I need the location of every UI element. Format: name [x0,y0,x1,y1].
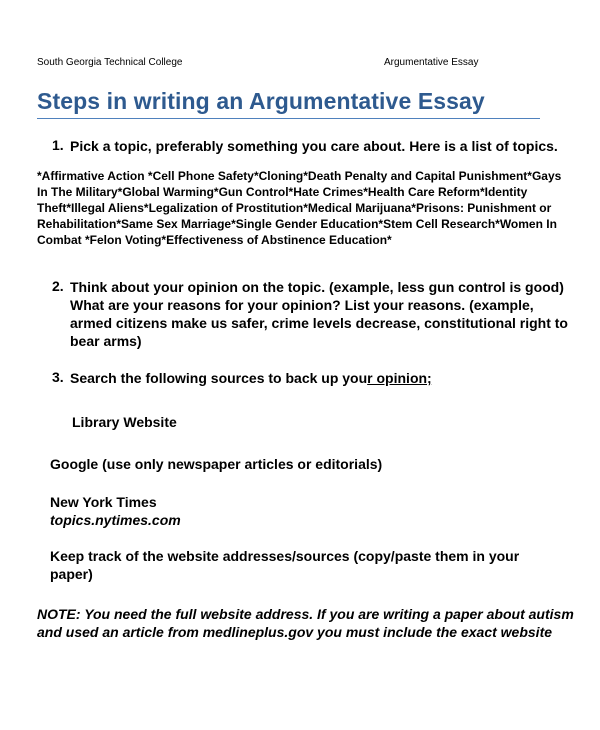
topics-line: *Affirmative Action *Cell Phone Safety*Cloning*Death Penalty and Capital Punishment*Gays [37,169,562,183]
keep-track-line: Keep track of the website addresses/sources (copy/paste them in your [50,548,520,564]
step-2-line: Think about your opinion on the topic. (example, less gun control is good) [70,279,564,295]
note-line: NOTE: You need the full website address. If you are writing a paper about autism [37,606,574,622]
page-title: Steps in writing an Argumentative Essay [37,88,485,114]
step-2-line: What are your reasons for your opinion? List your reasons. (example, [70,297,534,313]
topics-list [37,168,562,248]
topics-line: Combat *Felon Voting*Effectiveness of Abstinence Education* [37,233,392,247]
topics-line: Theft*Illegal Aliens*Legalization of Prostitution*Medical Marijuana*Prisons: Punishment or [37,201,552,215]
source-google: Google (use only newspaper articles or editorials) [50,456,383,472]
source-nyt-url: topics.nytimes.com [50,512,181,528]
step-1-number: 1. [52,137,64,153]
step-2-number: 2. [52,278,64,294]
step-1-text: Pick a topic, preferably something you care about. Here is a list of topics. [70,138,558,154]
step-2-text [70,278,568,350]
header-college-name: South Georgia Technical College [37,57,183,68]
keep-track-line: paper) [50,566,93,582]
step-3-number: 3. [52,369,64,385]
step-3-underlined-part: r opinion; [367,370,432,386]
topics-line: In The Military*Global Warming*Gun Control*Hate Crimes*Health Care Reform*Identity [37,185,528,199]
title-underline-divider [37,118,540,119]
step-2-line: bear arms) [70,333,142,349]
step-3-text-part: Search the following sources to back up you [70,370,368,386]
step-3-text [70,369,432,387]
source-library-website: Library Website [72,414,177,430]
source-nyt-name: New York Times [50,494,157,510]
step-2-line: armed citizens make us safer, crime levels decrease, constitutional right to [70,315,568,331]
topics-line: Rehabilitation*Same Sex Marriage*Single Gender Education*Stem Cell Research*Women In [37,217,557,231]
header-document-type: Argumentative Essay [384,57,479,68]
note-line: and used an article from medlineplus.gov you must include the exact website [37,624,553,640]
